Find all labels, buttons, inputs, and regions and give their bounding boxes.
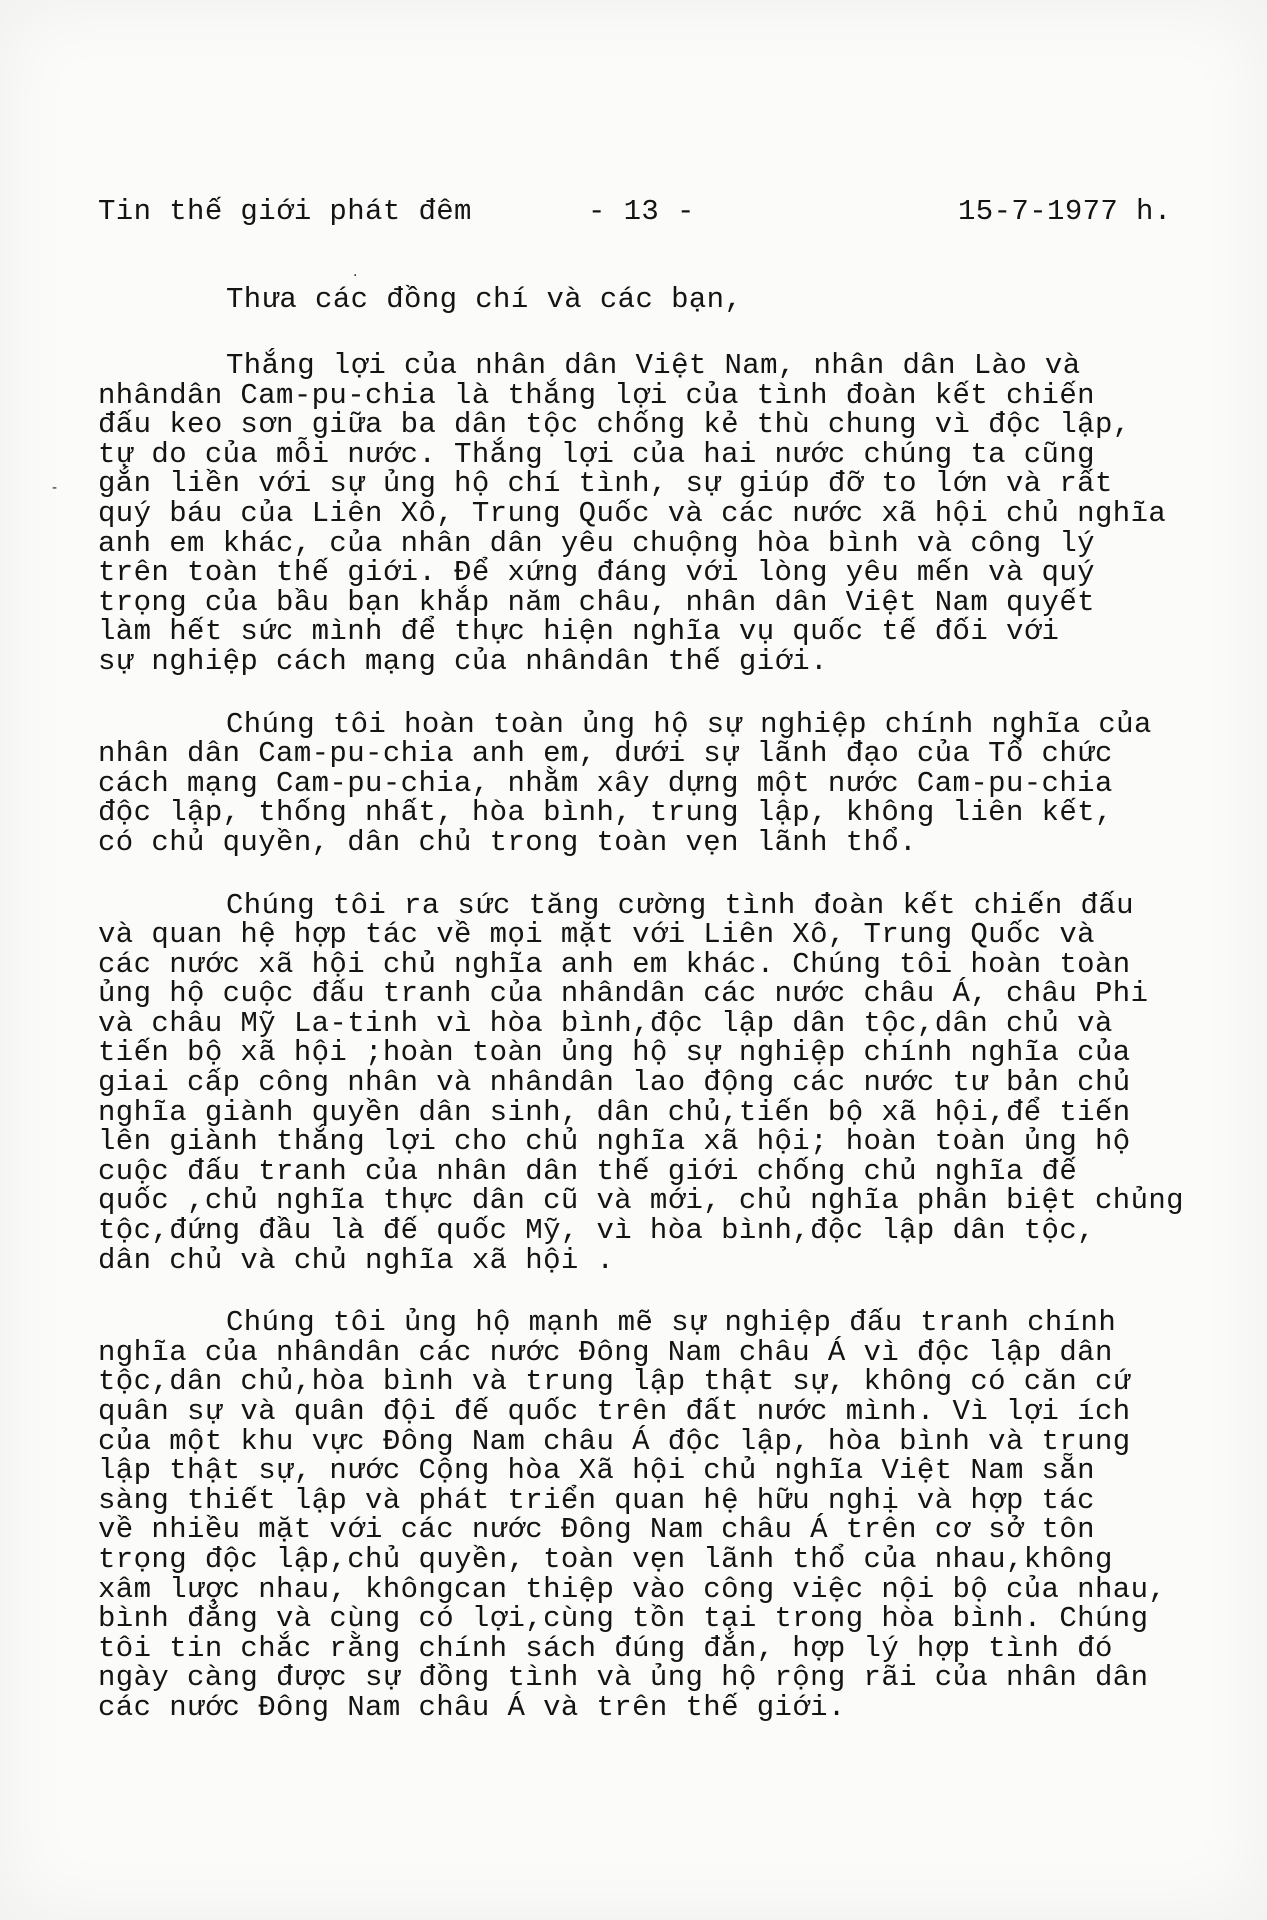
text-line: anh em khác, của nhân dân yêu chuộng hòa bình và công lý [98, 526, 1095, 560]
ink-speck: · [353, 268, 358, 284]
text-line: trọng độc lập,chủ quyền, toàn vẹn lãnh thổ của nhau,không [98, 1542, 1113, 1576]
text-line: tiến bộ xã hội ;hoàn toàn ủng hộ sự nghiệp chính nghĩa của [98, 1036, 1131, 1070]
text-line: Thắng lợi của nhân dân Việt Nam, nhân dân Lào và [226, 349, 1081, 382]
text-line: và châu Mỹ La-tinh vì hòa bình,độc lập dân tộc,dân chủ và [98, 1006, 1113, 1040]
text-line: cuộc đấu tranh của nhân dân thế giới chống chủ nghĩa đế [98, 1154, 1078, 1188]
text-line: quốc ,chủ nghĩa thực dân cũ và mới, chủ nghĩa phân biệt chủng [98, 1184, 1184, 1218]
text-line: các nước xã hội chủ nghĩa anh em khác. Chúng tôi hoàn toàn [98, 947, 1131, 981]
salutation: Thưa các đồng chí và các bạn, [226, 283, 743, 316]
text-line: nhândân Cam-pu-chia là thắng lợi của tình đoàn kết chiến [98, 378, 1095, 412]
text-line: làm hết sức mình để thực hiện nghĩa vụ quốc tế đối với [98, 615, 1060, 649]
text-line: sự nghiệp cách mạng của nhândân thế giới. [98, 644, 828, 678]
text-line: bình đẳng và cùng có lợi,cùng tồn tại trong hòa bình. Chúng [98, 1602, 1149, 1636]
text-line: sàng thiết lập và phát triển quan hệ hữu nghị và hợp tác [98, 1483, 1095, 1517]
text-line: tộc,dân chủ,hòa bình và trung lập thật sự, không có căn cứ [98, 1365, 1131, 1399]
paragraph-2 [98, 707, 1228, 859]
text-line: Chúng tôi ra sức tăng cường tình đoàn kết chiến đấu [226, 888, 1134, 922]
margin-mark: - [52, 480, 58, 496]
text-line: giai cấp công nhân và nhândân lao động các nước tư bản chủ [98, 1066, 1131, 1100]
text-line: tôi tin chắc rằng chính sách đúng đắn, hợp lý hợp tình đó [98, 1631, 1113, 1665]
page-number: - 13 - [588, 195, 695, 228]
text-line: trọng của bầu bạn khắp năm châu, nhân dân Việt Nam quyết [98, 585, 1095, 619]
text-line: của một khu vực Đông Nam châu Á độc lập, hòa bình và trung [98, 1424, 1131, 1458]
text-line: tộc,đứng đầu là đế quốc Mỹ, vì hòa bình,độc lập dân tộc, [98, 1214, 1095, 1248]
paragraph-1 [98, 351, 1228, 677]
text-line: về nhiều mặt với các nước Đông Nam châu Á trên cơ sở tôn [98, 1513, 1095, 1547]
text-line: độc lập, thống nhất, hòa bình, trung lập, không liên kết, [98, 796, 1113, 830]
text-line: và quan hệ hợp tác về mọi mặt với Liên Xô, Trung Quốc và [98, 918, 1095, 952]
text-line: lập thật sự, nước Cộng hòa Xã hội chủ nghĩa Việt Nam sẵn [98, 1454, 1095, 1488]
text-line: xâm lược nhau, khôngcan thiệp vào công việc nội bộ của nhau, [98, 1572, 1167, 1606]
text-line: cách mạng Cam-pu-chia, nhằm xây dựng một nước Cam-pu-chia [98, 766, 1113, 800]
text-line: dân chủ và chủ nghĩa xã hội . [98, 1243, 615, 1277]
text-line: ngày càng được sự đồng tình và ủng hộ rộng rãi của nhân dân [98, 1661, 1149, 1695]
text-line: đấu keo sơn giữa ba dân tộc chống kẻ thù chung vì độc lập, [98, 408, 1131, 442]
header-title: Tin thế giới phát đêm [98, 195, 472, 228]
letter-body [98, 285, 1228, 1756]
text-line: trên toàn thế giới. Để xứng đáng với lòng yêu mến và quý [98, 556, 1095, 590]
text-line: ủng hộ cuộc đấu tranh của nhândân các nước châu Á, châu Phi [98, 977, 1149, 1011]
header-date: 15-7-1977 h. [958, 195, 1172, 228]
text-line: các nước Đông Nam châu Á và trên thế giới. [98, 1690, 846, 1724]
text-line: quý báu của Liên Xô, Trung Quốc và các nước xã hội chủ nghĩa [98, 496, 1167, 530]
text-line: nhân dân Cam-pu-chia anh em, dưới sự lãnh đạo của Tổ chức [98, 737, 1113, 771]
page-header [98, 195, 1198, 235]
text-line: nghĩa của nhândân các nước Đông Nam châu Á vì độc lập dân [98, 1335, 1113, 1369]
text-line: tự do của mỗi nước. Thắng lợi của hai nước chúng ta cũng [98, 437, 1095, 471]
paragraph-4 [98, 1308, 1228, 1722]
paragraph-3 [98, 888, 1228, 1277]
text-line: có chủ quyền, dân chủ trong toàn vẹn lãnh thổ. [98, 825, 917, 859]
text-line: Chúng tôi hoàn toàn ủng hộ sự nghiệp chính nghĩa của [226, 707, 1152, 741]
text-line: lên giành thắng lợi cho chủ nghĩa xã hội; hoàn toàn ủng hộ [98, 1125, 1131, 1159]
text-line: nghĩa giành quyền dân sinh, dân chủ,tiến bộ xã hội,để tiến [98, 1095, 1131, 1129]
text-line: gắn liền với sự ủng hộ chí tình, sự giúp đỡ to lớn và rất [98, 467, 1113, 501]
text-line: quân sự và quân đội đế quốc trên đất nước mình. Vì lợi ích [98, 1395, 1131, 1428]
text-line: Chúng tôi ủng hộ mạnh mẽ sự nghiệp đấu tranh chính [226, 1306, 1117, 1340]
